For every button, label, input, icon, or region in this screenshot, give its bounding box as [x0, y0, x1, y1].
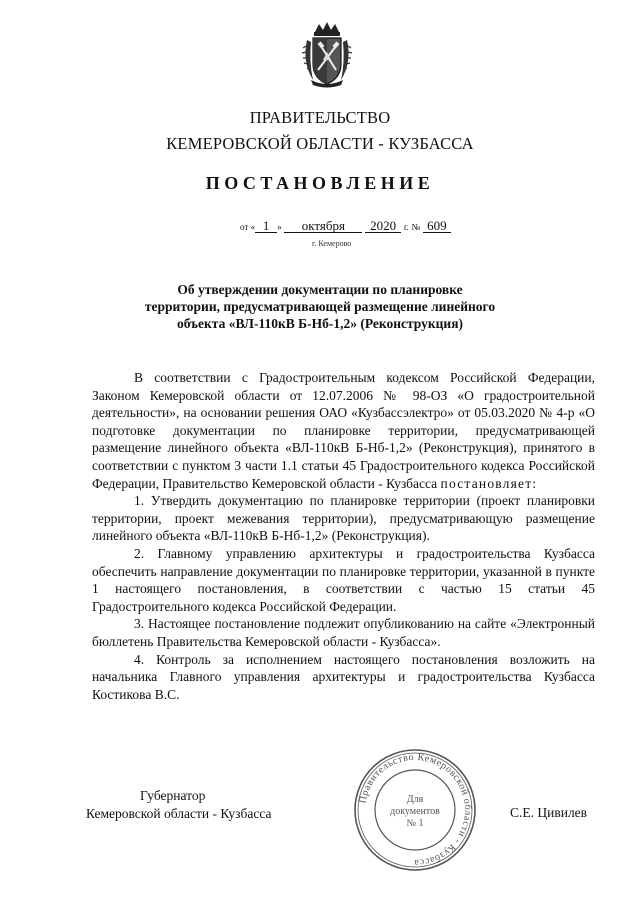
date-year-suffix: г.: [403, 222, 409, 232]
date-quote-close: »: [277, 222, 282, 232]
subject-line-2: территории, предусматривающей размещение линейного: [144, 299, 496, 314]
stamp-center-line-1: Для: [406, 794, 424, 805]
stamp-center-line-3: № 1: [406, 818, 424, 829]
date-year: 2020: [365, 219, 401, 233]
number-sign: №: [411, 222, 421, 232]
preamble-paragraph: [92, 369, 595, 492]
signatory-title-line-2: Кемеровской области - Кузбасса: [86, 806, 272, 821]
preamble-text: В соответствии с Градостроительным кодексом Российской Федерации, Законом Кемеровской области от 12.07.2006 № 98-ОЗ «О градостроительной деятельности», на основании решения ОАО «Кузбассэлектро» от 05.03.2020 № 4-р «О подготовке документации по планировке территории, предусматривающей размещение линейного объекта «ВЛ-110кВ Б-Нб-1,2» (Реконструкция), принятого в соответствии с пунктом 3 части 1.1 статьи 45 Градостроительного кодекса Российской Федерации, Правительство Кемеровской области - Кузбасса: [92, 370, 595, 491]
item-2: 2. Главному управлению архитектуры и градостроительства Кузбасса обеспечить направление документации по планировке территории, указанной в пункте 1 настоящего постановления, в соответствии с частью 15 статьи 45 Градостроительного кодекса Российской Федерации.: [92, 545, 595, 614]
date-day: 1: [255, 219, 277, 233]
resolves-word: постановляет:: [440, 475, 538, 491]
issuing-city: г. Кемерово: [312, 239, 352, 248]
issuer-line-2: КЕМЕРОВСКОЙ ОБЛАСТИ - КУЗБАССА: [166, 134, 474, 153]
document-number: 609: [423, 219, 451, 233]
stamp-center-line-2: документов: [390, 806, 440, 817]
document-subject: [110, 281, 530, 332]
stamp-ring-text: Правительство Кемеровской области - Кузбасса: [357, 751, 474, 869]
item-4: 4. Контроль за исполнением настоящего постановления возложить на начальника Главного управления архитектуры и градостроительства Кузбасса Костикова В.С.: [92, 651, 595, 702]
item-1: 1. Утвердить документацию по планировке территории (проект планировки территории, проект межевания территории), предусматривающую размещение линейного объекта «ВЛ-110кВ Б-Нб-1,2» (Реконструкция).: [92, 493, 595, 544]
coat-of-arms-icon: [301, 22, 353, 88]
signatory-title: [86, 787, 316, 823]
document-body: [92, 369, 595, 703]
date-prefix: от «: [240, 222, 256, 232]
subject-line-1: Об утверждении документации по планировке: [177, 282, 463, 297]
issuer-line-1: ПРАВИТЕЛЬСТВО: [249, 108, 391, 127]
document-type-title: ПОСТАНОВЛЕНИЕ: [205, 173, 435, 193]
date-month: октября: [284, 219, 362, 233]
signatory-name: С.Е. Цивилев: [510, 805, 588, 820]
official-stamp: [352, 747, 478, 873]
signatory-title-line-1: Губернатор: [140, 788, 206, 803]
subject-line-3: объекта «ВЛ-110кВ Б-Нб-1,2» (Реконструкция): [176, 316, 464, 331]
item-3: 3. Настоящее постановление подлежит опубликованию на сайте «Электронный бюллетень Правительства Кемеровской области - Кузбасса».: [92, 616, 595, 649]
date-number-line: [240, 219, 480, 233]
